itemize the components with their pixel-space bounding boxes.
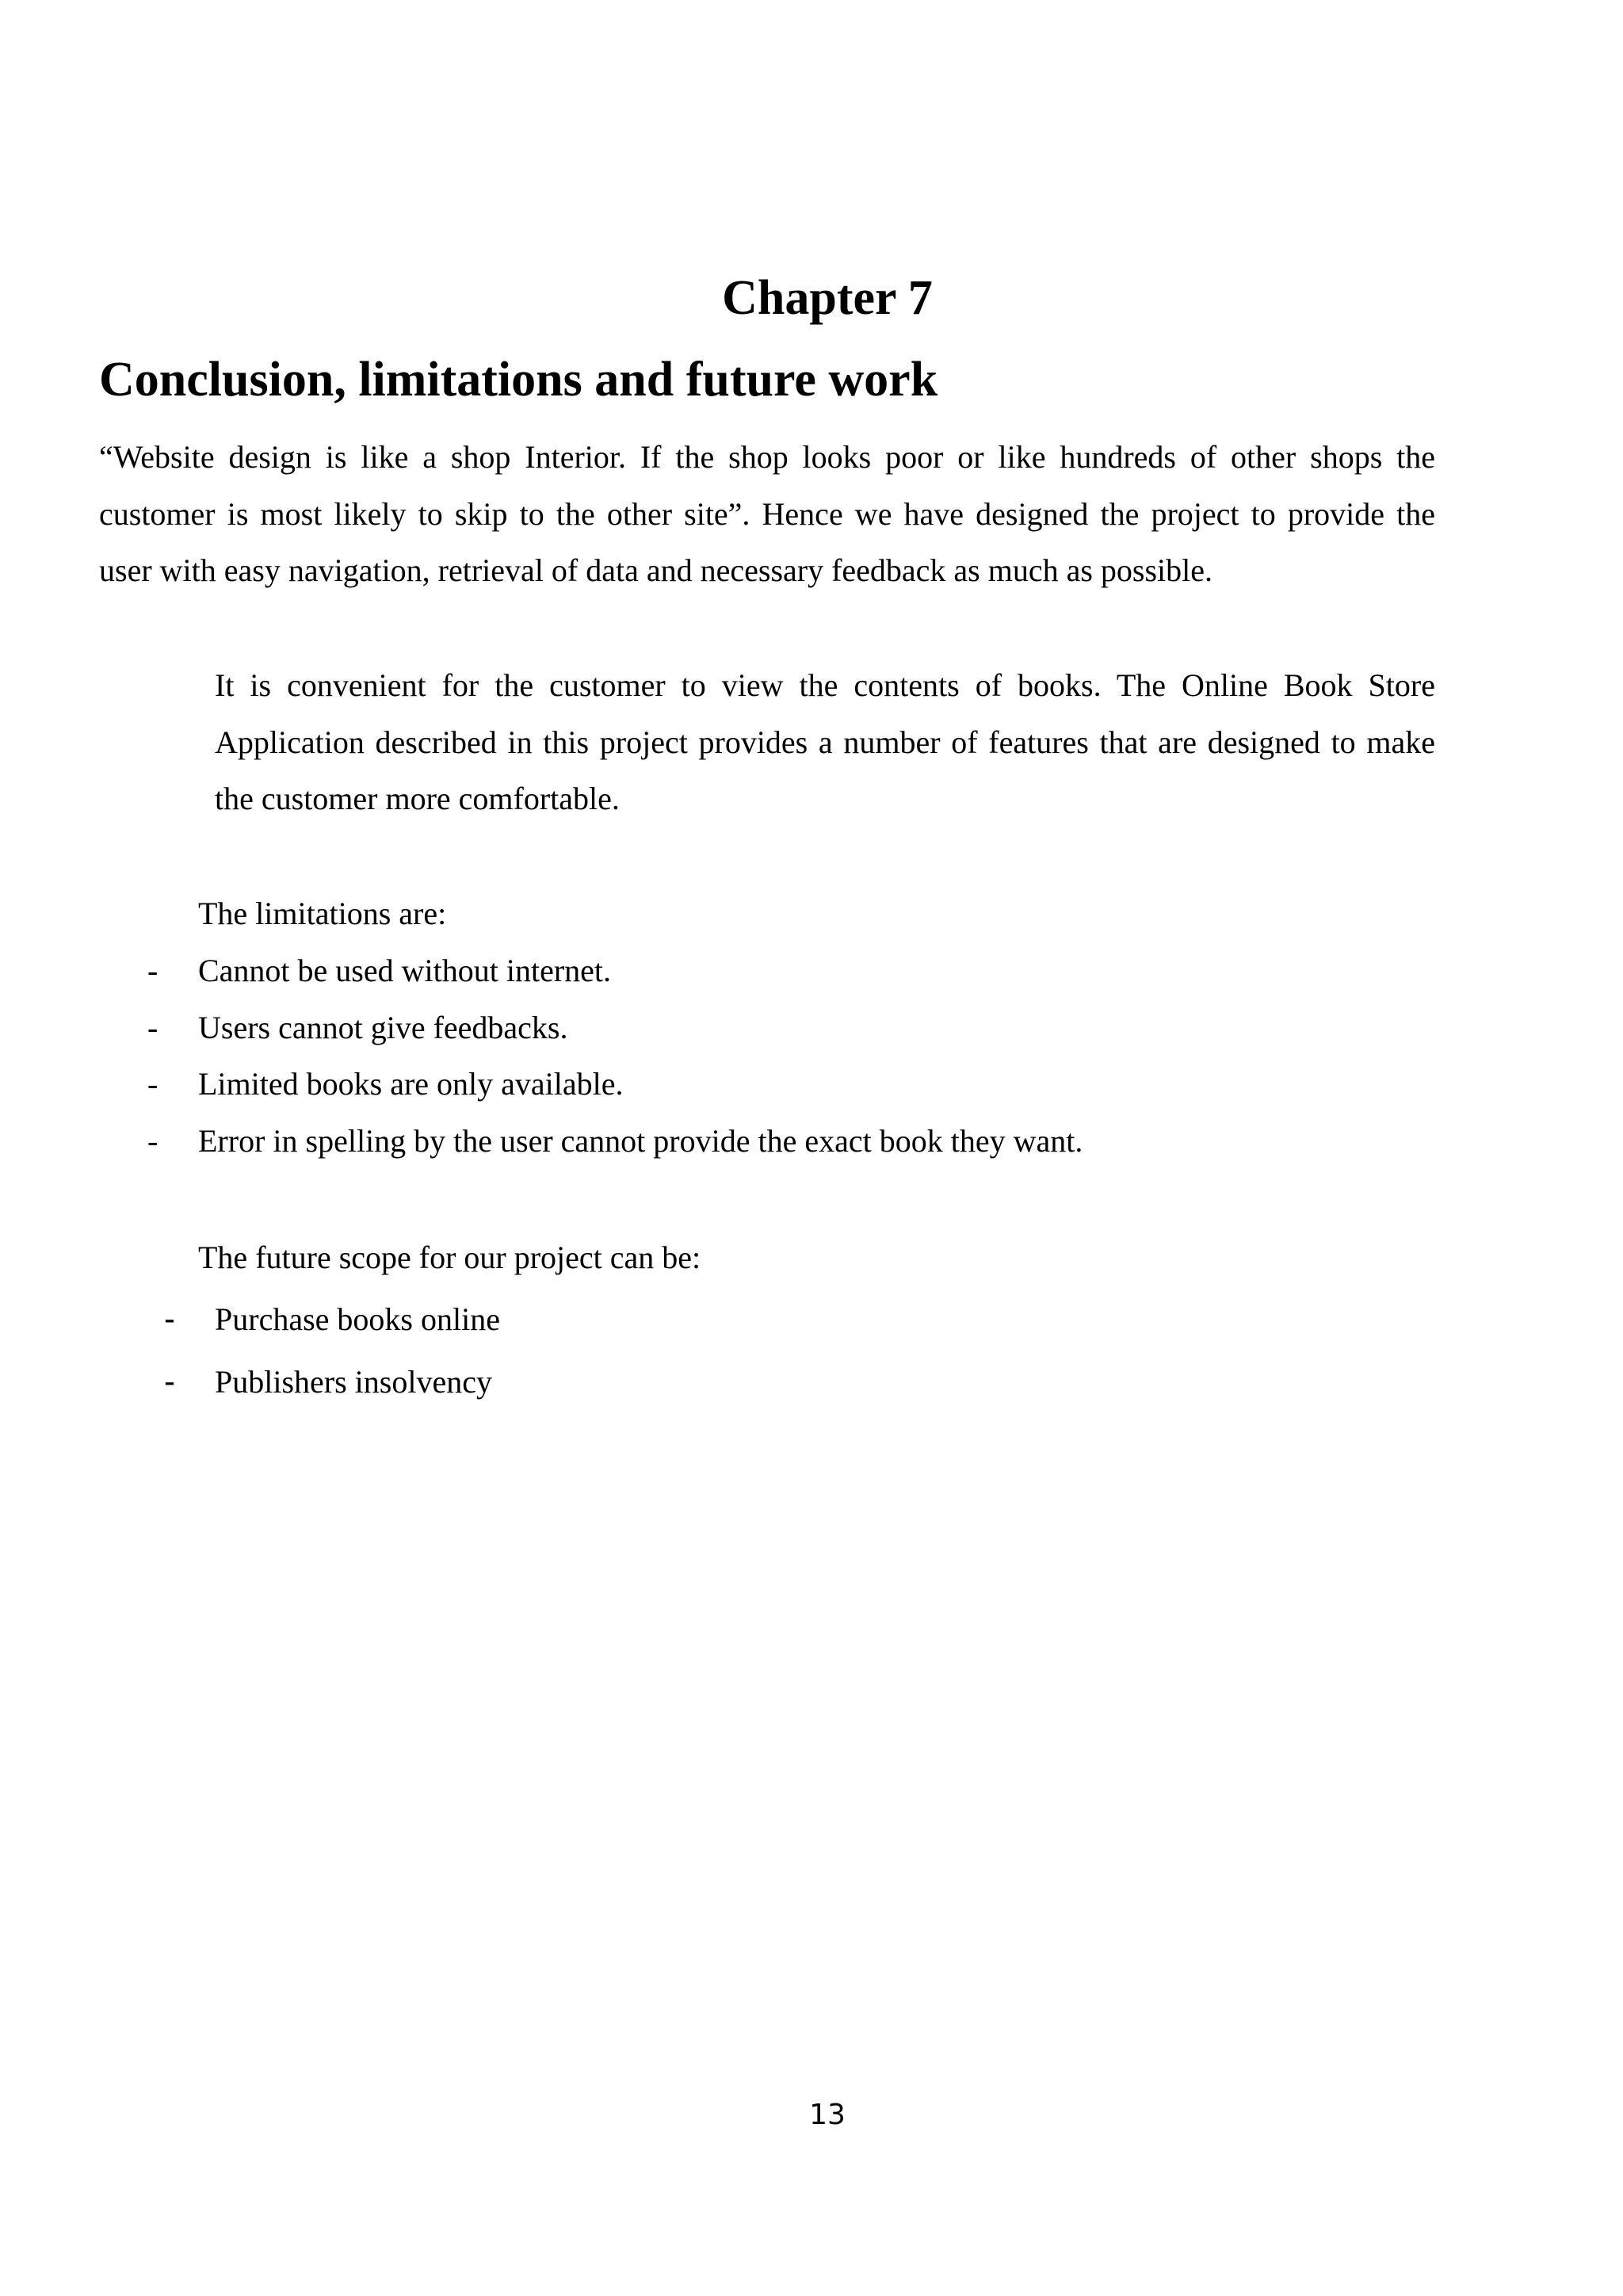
- dash-bullet: -: [164, 1300, 175, 1337]
- dash-bullet: -: [147, 1066, 158, 1102]
- dash-bullet: -: [147, 1122, 158, 1159]
- dash-bullet: -: [147, 1009, 158, 1045]
- convenience-paragraph: [215, 657, 1435, 827]
- list-item: [147, 999, 1083, 1056]
- intro-paragraph-line: “Website design is like a shop Interior. If the shop looks poor or like hundreds of other shops the: [99, 439, 1435, 475]
- dash-bullet: -: [164, 1362, 175, 1400]
- convenience-paragraph-line: It is convenient for the customer to view the contents of books. The Online Book Store: [215, 667, 1435, 703]
- future-scope-list: [164, 1287, 500, 1412]
- future-scope-label: The future scope for our project can be:: [198, 1240, 701, 1275]
- list-item: [164, 1287, 500, 1350]
- list-item-text: Cannot be used without internet.: [198, 953, 612, 988]
- page-number: 13: [809, 2099, 846, 2131]
- list-item: [164, 1350, 500, 1412]
- list-item: [147, 942, 1083, 999]
- list-item-text: Error in spelling by the user cannot provide the exact book they want.: [198, 1122, 1083, 1159]
- limitations-list: [147, 942, 1083, 1169]
- list-item: [147, 1113, 1083, 1170]
- list-item-text: Users cannot give feedbacks.: [198, 1009, 568, 1045]
- list-item-text: Purchase books online: [215, 1301, 500, 1337]
- chapter-heading: Chapter 7: [722, 271, 933, 325]
- intro-paragraph-line: customer is most likely to skip to the other site”. Hence we have designed the project to provide the: [99, 495, 1435, 532]
- intro-paragraph-line: user with easy navigation, retrieval of data and necessary feedback as much as possible.: [99, 552, 1213, 588]
- convenience-paragraph-line: the customer more comfortable.: [215, 781, 620, 816]
- section-title: Conclusion, limitations and future work: [99, 353, 938, 407]
- list-item-text: Limited books are only available.: [198, 1066, 624, 1102]
- list-item-text: Publishers insolvency: [215, 1364, 492, 1400]
- limitations-label: The limitations are:: [198, 896, 447, 931]
- convenience-paragraph-line: Application described in this project provides a number of features that are designed to make: [215, 724, 1435, 760]
- list-item: [147, 1056, 1083, 1113]
- dash-bullet: -: [147, 953, 158, 988]
- intro-paragraph: [99, 429, 1435, 599]
